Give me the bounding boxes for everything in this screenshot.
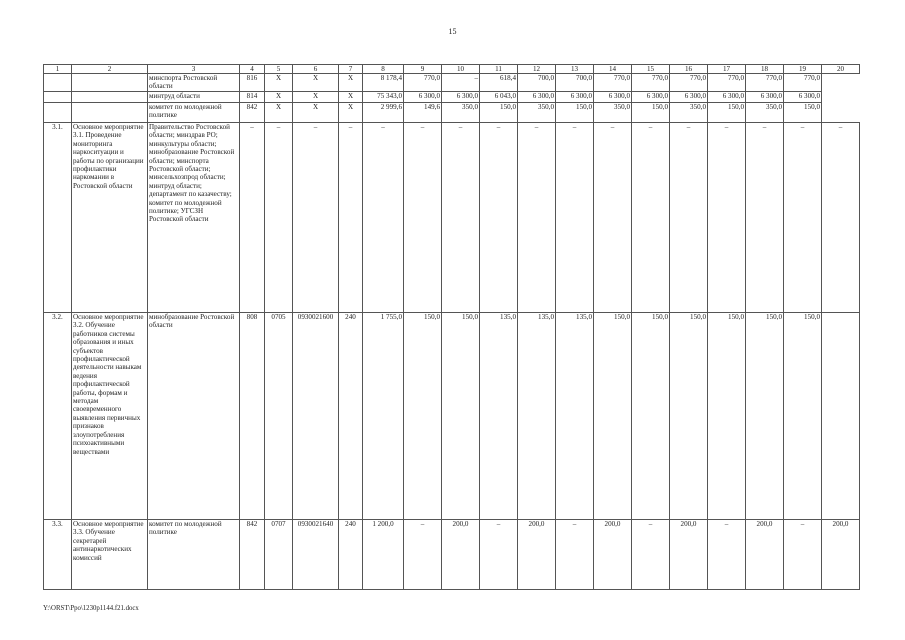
value-cell: 150,0 [442,313,480,520]
measure-name-cell [72,74,148,92]
column-header: 19 [784,65,822,74]
value-cell: 770,0 [404,74,442,92]
value-cell: 700,0 [556,74,594,92]
value-cell: 200,0 [670,520,708,590]
column-header: 5 [265,65,293,74]
value-cell: – [670,123,708,313]
value-cell: 1 755,0 [363,313,404,520]
table-row [44,92,860,103]
column-header: 18 [746,65,784,74]
value-cell: Х [293,92,339,103]
column-header: 6 [293,65,339,74]
value-cell: Х [339,92,363,103]
value-cell: – [822,123,860,313]
value-cell: 150,0 [632,313,670,520]
value-cell: 150,0 [480,103,518,123]
column-header: 7 [339,65,363,74]
value-cell: 770,0 [784,74,822,92]
column-header-row [44,65,860,74]
row-number-cell [44,92,72,103]
value-cell: 240 [339,520,363,590]
value-cell: – [746,123,784,313]
table-row [44,123,860,313]
value-cell: Х [293,103,339,123]
value-cell: 842 [240,520,265,590]
value-cell: 6 300,0 [404,92,442,103]
value-cell: – [518,123,556,313]
value-cell: 618,4 [480,74,518,92]
measure-name-cell: Основное мероприятие 3.1. Проведение мониторинга наркоситуации и работы по организации профилактики наркомании в Ростовской области [72,123,148,313]
value-cell: 200,0 [518,520,556,590]
row-number-cell [44,103,72,123]
value-cell: – [442,123,480,313]
column-header: 2 [72,65,148,74]
value-cell: 6 300,0 [518,92,556,103]
page-number: 15 [448,27,457,36]
column-header: 13 [556,65,594,74]
value-cell: 6 300,0 [784,92,822,103]
value-cell: – [632,123,670,313]
executor-cell: минтруд области [148,92,240,103]
value-cell: 6 300,0 [746,92,784,103]
value-cell: – [784,123,822,313]
value-cell: Х [265,103,293,123]
table-row [44,520,860,590]
value-cell: 0930021640 [293,520,339,590]
value-cell: 842 [240,103,265,123]
table-row [44,313,860,520]
value-cell: 150,0 [708,313,746,520]
value-cell: 135,0 [556,313,594,520]
column-header: 20 [822,65,860,74]
value-cell: 0930021600 [293,313,339,520]
column-header: 9 [404,65,442,74]
value-cell: 150,0 [404,313,442,520]
column-header: 11 [480,65,518,74]
value-cell: 0705 [265,313,293,520]
value-cell: 240 [339,313,363,520]
row-number-cell: 3.3. [44,520,72,590]
value-cell: – [240,123,265,313]
column-header: 4 [240,65,265,74]
value-cell: 135,0 [518,313,556,520]
measure-name-cell [72,92,148,103]
value-cell: 6 300,0 [442,92,480,103]
value-cell: 350,0 [670,103,708,123]
value-cell: – [404,123,442,313]
value-cell: 6 300,0 [632,92,670,103]
value-cell: Х [293,74,339,92]
measure-name-cell [72,103,148,123]
program-table [43,64,860,590]
executor-cell: минспорта Ростовской области [148,74,240,92]
column-header: 16 [670,65,708,74]
value-cell: 150,0 [556,103,594,123]
value-cell: 6 300,0 [556,92,594,103]
value-cell: – [480,123,518,313]
value-cell: 770,0 [746,74,784,92]
value-cell: 2 999,6 [363,103,404,123]
value-cell: – [265,123,293,313]
value-cell: – [708,123,746,313]
value-cell: 0707 [265,520,293,590]
value-cell: 150,0 [670,313,708,520]
value-cell: Х [265,92,293,103]
column-header: 10 [442,65,480,74]
footer-file-path: Y:\ORST\Ppo\1230p1144.f21.docx [43,605,139,612]
value-cell: – [404,520,442,590]
column-header: 8 [363,65,404,74]
value-cell: Х [339,103,363,123]
value-cell: 200,0 [442,520,480,590]
value-cell: 770,0 [670,74,708,92]
value-cell: – [632,520,670,590]
executor-cell: комитет по молодежной политике [148,103,240,123]
value-cell: – [556,123,594,313]
value-cell: 350,0 [594,103,632,123]
value-cell [822,313,860,520]
value-cell: – [556,520,594,590]
row-number-cell [44,74,72,92]
value-cell: – [442,74,480,92]
value-cell: 8 178,4 [363,74,404,92]
measure-name-cell: Основное мероприятие 3.3. Обучение секретарей антинаркотических комиссий [72,520,148,590]
value-cell: 150,0 [784,313,822,520]
value-cell: 200,0 [822,520,860,590]
value-cell: 150,0 [708,103,746,123]
table-row [44,103,860,123]
value-cell: 200,0 [594,520,632,590]
value-cell: 150,0 [632,103,670,123]
value-cell: 770,0 [594,74,632,92]
value-cell: 350,0 [442,103,480,123]
value-cell: 814 [240,92,265,103]
value-cell: Х [265,74,293,92]
value-cell: 150,0 [784,103,822,123]
value-cell: – [363,123,404,313]
executor-cell: минобразование Ростовской области [148,313,240,520]
value-cell: Х [339,74,363,92]
column-header: 17 [708,65,746,74]
value-cell: – [784,520,822,590]
value-cell: 770,0 [632,74,670,92]
value-cell: 350,0 [518,103,556,123]
value-cell: 149,6 [404,103,442,123]
column-header: 14 [594,65,632,74]
value-cell: 816 [240,74,265,92]
value-cell: 135,0 [480,313,518,520]
executor-cell: комитет по молодежной политике [148,520,240,590]
executor-cell: Правительство Ростовской области; минздрав РО; минкультуры области; минобразование Ростовской области; минспорта Ростовской области; минсельхозпрод области; минтруд области; департамент по казачеству; комитет по молодежной политике; УГСЗН Ростовской области [148,123,240,313]
value-cell: 200,0 [746,520,784,590]
value-cell: 6 043,0 [480,92,518,103]
column-header: 1 [44,65,72,74]
value-cell: – [339,123,363,313]
value-cell: 6 300,0 [594,92,632,103]
table-row [44,74,860,92]
value-cell: – [594,123,632,313]
value-cell: 350,0 [746,103,784,123]
value-cell: 6 300,0 [708,92,746,103]
value-cell: 1 200,0 [363,520,404,590]
value-cell: 808 [240,313,265,520]
value-cell: – [480,520,518,590]
value-cell: – [293,123,339,313]
column-header: 3 [148,65,240,74]
value-cell: – [708,520,746,590]
measure-name-cell: Основное мероприятие 3.2. Обучение работников системы образования и иных субъектов профилактической деятельности навыкам ведения профилактической работы, формам и методам своевременного выявления первичных признаков злоупотребления психоактивными веществами [72,313,148,520]
value-cell: 150,0 [594,313,632,520]
value-cell: 700,0 [518,74,556,92]
value-cell: 150,0 [746,313,784,520]
row-number-cell: 3.2. [44,313,72,520]
column-header: 15 [632,65,670,74]
row-number-cell: 3.1. [44,123,72,313]
value-cell: 6 300,0 [670,92,708,103]
column-header: 12 [518,65,556,74]
value-cell: 75 343,0 [363,92,404,103]
value-cell: 770,0 [708,74,746,92]
